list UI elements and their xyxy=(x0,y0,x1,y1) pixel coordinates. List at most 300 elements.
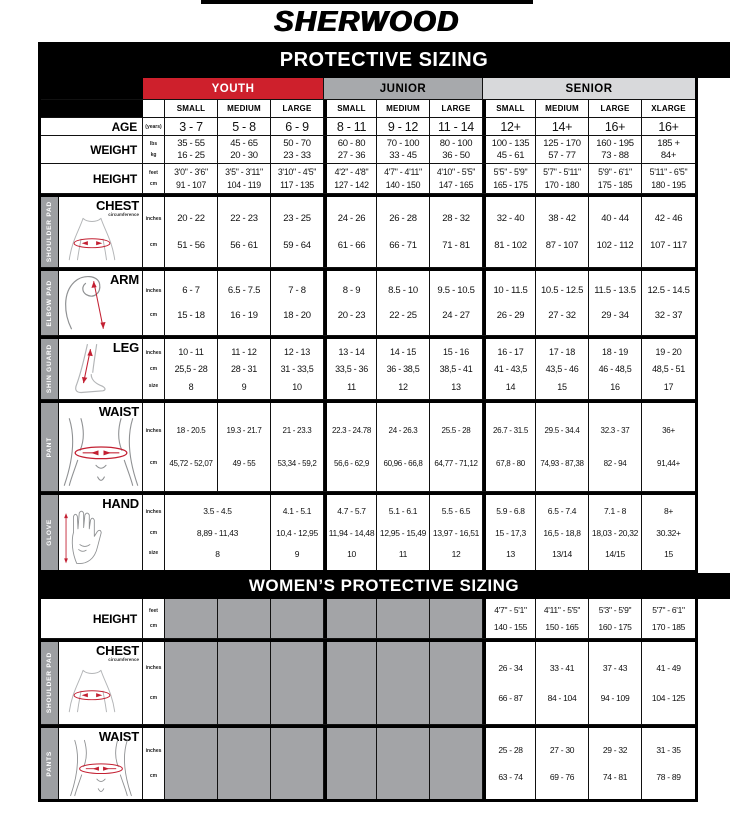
cell-value: 6.5 - 7.5 xyxy=(227,285,261,296)
cell-value: 11.5 - 13.5 xyxy=(594,285,636,296)
chest-value-cell xyxy=(218,197,271,267)
cell-value: 8 - 11 xyxy=(336,119,367,134)
cell-value: 12 xyxy=(451,548,461,559)
row-hand xyxy=(41,492,695,570)
womens-filler-cell xyxy=(271,599,324,638)
size-header-label: SMALL xyxy=(496,104,525,113)
womens-row-height xyxy=(41,599,695,639)
section-bar-label: SHOULDER PAD xyxy=(46,652,53,714)
cell-value: 160 - 195 xyxy=(596,137,634,149)
height-value-cell xyxy=(430,164,483,193)
cell-value: 60 - 80 xyxy=(337,137,366,149)
row-label-arm xyxy=(59,271,143,335)
size-header-7 xyxy=(483,100,536,117)
cell-value: 10 xyxy=(292,381,302,392)
unit-label: size xyxy=(148,549,159,556)
cell-value: 10.5 - 12.5 xyxy=(540,285,584,296)
cell-value: 5'7" - 5'11" xyxy=(543,167,581,177)
group-header-row xyxy=(41,78,695,100)
womens-row-label-waist xyxy=(59,728,143,799)
leg-value-cell xyxy=(536,339,589,399)
size-header-8 xyxy=(536,100,589,117)
cell-value: 5'5" - 5'9" xyxy=(493,167,528,177)
cell-value: 18,03 - 20,32 xyxy=(591,527,639,538)
cell-value: 22 - 23 xyxy=(230,213,258,224)
unit-label: inches xyxy=(145,428,162,435)
cell-value: 16,5 - 18,8 xyxy=(543,527,581,538)
cell-value: 107 - 117 xyxy=(650,240,687,251)
age-value-cell xyxy=(589,118,642,135)
height-value-cell xyxy=(271,164,324,193)
cell-value: 57 - 77 xyxy=(548,150,576,162)
group-header-senior xyxy=(483,78,695,99)
cell-value: 20 - 30 xyxy=(230,150,258,162)
section-bar-glove xyxy=(41,495,59,570)
womens-filler-cell xyxy=(271,728,324,799)
section-bar-label: PANTS xyxy=(46,750,53,777)
units-cell xyxy=(143,339,165,399)
cell-value: 170 - 180 xyxy=(544,180,580,190)
cell-value: 49 - 55 xyxy=(232,458,256,468)
size-header-label: MEDIUM xyxy=(227,104,261,113)
womens-filler-cell xyxy=(218,642,271,724)
cell-value: 5 - 8 xyxy=(232,119,256,134)
empty-header-cell xyxy=(143,100,165,117)
row-age xyxy=(41,118,695,136)
arm-value-cell xyxy=(430,271,483,335)
unit-label: lbs xyxy=(149,141,158,147)
cell-value: 84+ xyxy=(660,150,677,162)
cell-value: 14 - 15 xyxy=(390,346,416,357)
units-cell xyxy=(143,118,165,135)
waist-value-cell xyxy=(218,403,271,491)
unit-label: inches xyxy=(145,747,162,754)
cell-value: 8+ xyxy=(663,506,674,517)
cell-value: 11 - 12 xyxy=(231,346,257,357)
chest-value-cell xyxy=(377,197,430,267)
cell-value: 170 - 185 xyxy=(651,621,686,632)
cell-value: 10 - 11 xyxy=(178,346,204,357)
leg-value-cell xyxy=(642,339,695,399)
cell-value: 125 - 170 xyxy=(543,137,581,149)
row-arm xyxy=(41,268,695,336)
cell-value: 32 - 40 xyxy=(496,213,525,224)
row-label-text: HAND xyxy=(102,496,139,511)
cell-value: 4'2" - 4'8" xyxy=(334,167,369,177)
cell-value: 91 - 107 xyxy=(176,180,206,190)
height-value-cell xyxy=(218,164,271,193)
row-label-waist xyxy=(59,403,143,491)
arm-value-cell xyxy=(165,271,218,335)
size-header-10 xyxy=(642,100,695,117)
arm-value-cell xyxy=(377,271,430,335)
chest-value-cell xyxy=(271,197,324,267)
units-cell xyxy=(143,136,165,163)
cell-value: 73 - 88 xyxy=(601,150,629,162)
cell-value: 13 xyxy=(451,381,461,392)
section-bar-shoulder-pad xyxy=(41,642,59,724)
units-cell xyxy=(143,271,165,335)
cell-value: 15 xyxy=(557,381,567,392)
cell-value: 8 xyxy=(215,548,220,559)
cell-value: 8.5 - 10 xyxy=(388,285,418,296)
cell-value: 94 - 109 xyxy=(600,693,630,704)
section-bar-shoulder-pad xyxy=(41,197,59,267)
size-header-9 xyxy=(589,100,642,117)
cell-value: 33 - 45 xyxy=(389,150,417,162)
age-value-cell xyxy=(536,118,589,135)
cell-value: 74,93 - 87,38 xyxy=(540,458,584,468)
size-header-3 xyxy=(271,100,324,117)
cell-value: 35 - 55 xyxy=(177,137,205,149)
cell-value: 64,77 - 71,12 xyxy=(434,458,478,468)
row-label-text: AGE xyxy=(111,119,137,134)
womens-height-value-cell xyxy=(483,599,536,638)
cell-value: 71 - 81 xyxy=(442,240,470,251)
cell-value: 104 - 119 xyxy=(227,180,261,190)
weight-value-cell xyxy=(642,136,695,163)
row-label-leg xyxy=(59,339,143,399)
cell-value: 15 - 18 xyxy=(177,310,205,321)
cell-value: 24 - 27 xyxy=(442,310,470,321)
cell-value: 27 - 30 xyxy=(549,745,575,755)
brand-logo: SHERWOOD xyxy=(274,6,460,38)
row-label-text: WAIST xyxy=(98,729,139,744)
womens-chest-value-cell xyxy=(536,642,589,724)
waist-value-cell xyxy=(271,403,324,491)
cell-value: 36 - 50 xyxy=(442,150,470,162)
unit-label: inches xyxy=(145,349,162,356)
cell-value: 12,95 - 15,49 xyxy=(379,527,427,538)
hand-value-cell xyxy=(536,495,589,570)
womens-row-label-height xyxy=(41,599,143,638)
cell-value: 3 - 7 xyxy=(179,119,203,134)
cell-value: 16 - 19 xyxy=(230,310,258,321)
cell-value: 33 - 41 xyxy=(549,662,575,673)
cell-value: 20 - 22 xyxy=(177,213,205,224)
cell-value: 61 - 66 xyxy=(337,240,366,251)
cell-value: 10,4 - 12,95 xyxy=(276,527,318,538)
size-header-1 xyxy=(165,100,218,117)
unit-label: cm xyxy=(149,241,158,248)
cell-value: 56,6 - 62,9 xyxy=(334,458,369,468)
cell-value: 13/14 xyxy=(552,548,572,559)
size-header-label: MEDIUM xyxy=(386,104,420,113)
unit-label: cm xyxy=(149,694,158,701)
cell-value: 22.3 - 24.78 xyxy=(331,426,372,436)
row-label-chest xyxy=(59,197,143,267)
unit-label: cm xyxy=(149,366,158,372)
cell-value: 37 - 43 xyxy=(602,662,628,673)
womens-row-waist xyxy=(41,725,695,799)
row-label-age xyxy=(41,118,143,135)
cell-value: 6.5 - 7.4 xyxy=(547,506,577,517)
waist-value-cell xyxy=(483,403,536,491)
row-label-hand xyxy=(59,495,143,570)
hand-value-cell xyxy=(377,495,430,570)
height-value-cell xyxy=(589,164,642,193)
cell-value: 3.5 - 4.5 xyxy=(203,506,232,517)
units-cell xyxy=(143,403,165,491)
header-left-filler xyxy=(41,78,143,99)
cell-value: 3'0" - 3'6" xyxy=(174,167,208,177)
cell-value: 165 - 175 xyxy=(493,180,528,190)
cell-value: 8 xyxy=(188,381,194,392)
womens-filler-cell xyxy=(165,599,218,638)
arm-value-cell xyxy=(536,271,589,335)
row-label-weight xyxy=(41,136,143,163)
cell-value: 102 - 112 xyxy=(596,240,634,251)
cell-value: 29.5 - 34.4 xyxy=(544,426,580,436)
cell-value: 41 - 43,5 xyxy=(494,364,527,374)
arm-value-cell xyxy=(483,271,536,335)
cell-value: 5.5 - 6.5 xyxy=(441,506,471,517)
unit-label: cm xyxy=(149,311,158,318)
cell-value: 66 - 71 xyxy=(389,240,417,251)
cell-value: 11 xyxy=(398,548,408,559)
cell-value: 17 xyxy=(663,381,674,392)
cell-value: 9.5 - 10.5 xyxy=(437,285,475,296)
cell-value: 16+ xyxy=(604,119,626,134)
cell-value: 36 - 38,5 xyxy=(386,364,420,374)
waist-value-cell xyxy=(165,403,218,491)
cell-value: 36+ xyxy=(662,426,675,436)
cell-value: 33,5 - 36 xyxy=(335,364,368,374)
size-header-label: LARGE xyxy=(441,104,471,113)
womens-waist-value-cell xyxy=(642,728,695,799)
size-header-row xyxy=(41,100,695,118)
section-bar-pant xyxy=(41,403,59,491)
cell-value: 63 - 74 xyxy=(498,772,523,782)
cell-value: 66 - 87 xyxy=(498,693,523,704)
size-header-4 xyxy=(324,100,377,117)
cell-value: 26 - 34 xyxy=(498,662,523,673)
leg-value-cell xyxy=(165,339,218,399)
cell-value: 91,44+ xyxy=(657,458,680,468)
group-header-label: JUNIOR xyxy=(379,82,427,95)
hand-value-cell xyxy=(324,495,377,570)
weight-value-cell xyxy=(483,136,536,163)
cell-value: 5'3" - 5'9" xyxy=(598,605,632,616)
cell-value: 45 - 65 xyxy=(230,137,258,149)
main-sizing-table xyxy=(38,78,698,573)
cell-value: 3'10" - 4'5" xyxy=(277,167,317,177)
cell-value: 32.3 - 37 xyxy=(600,426,630,436)
cell-value: 69 - 76 xyxy=(549,772,575,782)
cell-value: 17 - 18 xyxy=(549,346,575,357)
hand-value-cell xyxy=(642,495,695,570)
cell-value: 180 - 195 xyxy=(651,180,686,190)
cell-value: 12.5 - 14.5 xyxy=(647,285,690,296)
arm-value-cell xyxy=(271,271,324,335)
group-header-label: YOUTH xyxy=(211,82,255,95)
unit-label: inches xyxy=(145,509,162,516)
cell-value: 82 - 94 xyxy=(603,458,627,468)
chest-value-cell xyxy=(642,197,695,267)
cell-value: 29 - 32 xyxy=(602,745,628,755)
cell-value: 9 - 12 xyxy=(387,119,419,134)
chest-value-cell xyxy=(324,197,377,267)
cell-value: 14 xyxy=(505,381,516,392)
age-value-cell xyxy=(430,118,483,135)
row-sublabel-text: circumference xyxy=(108,657,139,662)
cell-value: 6 - 7 xyxy=(182,285,200,296)
size-header-label: XLARGE xyxy=(651,104,686,113)
age-value-cell xyxy=(642,118,695,135)
age-value-cell xyxy=(271,118,324,135)
womens-filler-cell xyxy=(377,728,430,799)
unit-label: cm xyxy=(149,529,158,536)
cell-value: 11,94 - 14,48 xyxy=(328,527,375,538)
waist-value-cell xyxy=(430,403,483,491)
cell-value: 160 - 175 xyxy=(598,621,632,632)
cell-value: 84 - 104 xyxy=(547,693,577,704)
cell-value: 46 - 48,5 xyxy=(598,364,632,374)
leg-value-cell xyxy=(377,339,430,399)
cell-value: 3'5" - 3'11" xyxy=(225,167,263,177)
height-value-cell xyxy=(165,164,218,193)
cell-value: 51 - 56 xyxy=(177,240,205,251)
section-bar-label: ELBOW PAD xyxy=(46,279,53,327)
group-header-youth xyxy=(143,78,324,99)
cell-value: 13 - 14 xyxy=(338,346,365,357)
chest-value-cell xyxy=(165,197,218,267)
cell-value: 19.3 - 21.7 xyxy=(226,426,262,436)
cell-value: 31 - 35 xyxy=(656,745,681,755)
womens-waist-value-cell xyxy=(589,728,642,799)
waist-value-cell xyxy=(589,403,642,491)
arm-value-cell xyxy=(324,271,377,335)
section-bar-pants xyxy=(41,728,59,799)
height-value-cell xyxy=(324,164,377,193)
cell-value: 140 - 150 xyxy=(385,180,421,190)
cell-value: 5.9 - 6.8 xyxy=(496,506,525,517)
weight-value-cell xyxy=(271,136,324,163)
cell-value: 24 - 26.3 xyxy=(388,426,418,436)
section-bar-label: SHOULDER PAD xyxy=(46,201,53,263)
chest-value-cell xyxy=(483,197,536,267)
cell-value: 4'7" - 5'1" xyxy=(494,605,527,616)
age-value-cell xyxy=(165,118,218,135)
row-label-text: WEIGHT xyxy=(90,142,137,157)
cell-value: 8 - 9 xyxy=(342,285,361,296)
cell-value: 16 - 25 xyxy=(177,150,205,162)
chart-container xyxy=(38,42,730,802)
weight-value-cell xyxy=(536,136,589,163)
cell-value: 127 - 142 xyxy=(334,180,369,190)
weight-value-cell xyxy=(377,136,430,163)
size-header-label: SMALL xyxy=(176,104,206,113)
row-weight xyxy=(41,136,695,164)
cell-value: 25.5 - 28 xyxy=(441,426,471,436)
womens-filler-cell xyxy=(377,599,430,638)
unit-label: feet xyxy=(149,608,158,614)
units-cell xyxy=(143,642,165,724)
womens-height-value-cell xyxy=(589,599,642,638)
cell-value: 45,72 - 52,07 xyxy=(169,458,213,468)
cell-value: 29 - 34 xyxy=(601,310,629,321)
section-bar-shin-guard xyxy=(41,339,59,399)
cell-value: 15 - 16 xyxy=(443,346,469,357)
cell-value: 13 xyxy=(506,548,515,559)
arm-value-cell xyxy=(218,271,271,335)
unit-label: feet xyxy=(149,169,158,176)
units-cell xyxy=(143,197,165,267)
womens-sizing-table xyxy=(38,599,698,802)
chest-value-cell xyxy=(589,197,642,267)
size-header-2 xyxy=(218,100,271,117)
cell-value: 5'9" - 6'1" xyxy=(598,167,632,177)
leg-value-cell xyxy=(218,339,271,399)
cell-value: 15 - 17,3 xyxy=(495,527,526,538)
cell-value: 50 - 70 xyxy=(283,137,311,149)
cell-value: 40 - 44 xyxy=(601,213,629,224)
cell-value: 9 xyxy=(294,548,300,559)
cell-value: 27 - 36 xyxy=(337,150,366,162)
row-chest xyxy=(41,194,695,268)
hand-value-cell xyxy=(483,495,536,570)
hand-value-cell xyxy=(589,495,642,570)
section-bar-label: GLOVE xyxy=(46,519,53,546)
units-cell xyxy=(143,164,165,193)
age-value-cell xyxy=(324,118,377,135)
row-sublabel-text: circumference xyxy=(108,212,139,217)
weight-value-cell xyxy=(430,136,483,163)
size-header-5 xyxy=(377,100,430,117)
height-value-cell xyxy=(642,164,695,193)
unit-label: cm xyxy=(149,623,158,629)
unit-label: kg xyxy=(150,152,157,158)
cell-value: 100 - 135 xyxy=(491,137,530,149)
cell-value: 23 - 25 xyxy=(283,213,311,224)
main-banner: PROTECTIVE SIZING xyxy=(38,42,730,78)
row-label-text: HEIGHT xyxy=(92,611,137,626)
leg-value-cell xyxy=(483,339,536,399)
womens-filler-cell xyxy=(324,642,377,724)
cell-value: 81 - 102 xyxy=(494,240,527,251)
weight-value-cell xyxy=(589,136,642,163)
unit-label: size xyxy=(148,382,159,389)
womens-row-chest xyxy=(41,639,695,725)
cell-value: 24 - 26 xyxy=(337,213,366,224)
cell-value: 7.1 - 8 xyxy=(604,506,626,517)
cell-value: 14+ xyxy=(551,119,573,134)
group-header-label: SENIOR xyxy=(565,82,613,95)
row-label-height xyxy=(41,164,143,193)
womens-row-label-chest xyxy=(59,642,143,724)
section-bar-label: PANT xyxy=(46,436,53,458)
cell-value: 10 - 11.5 xyxy=(493,285,528,296)
cell-value: 32 - 37 xyxy=(654,310,683,321)
cell-value: 14/15 xyxy=(605,548,625,559)
unit-label: cm xyxy=(149,773,158,780)
weight-value-cell xyxy=(324,136,377,163)
size-header-label: MEDIUM xyxy=(545,104,579,113)
waist-value-cell xyxy=(642,403,695,491)
cell-value: 22 - 25 xyxy=(389,310,417,321)
leg-value-cell xyxy=(324,339,377,399)
cell-value: 28 - 31 xyxy=(231,364,257,374)
row-label-text: ARM xyxy=(109,272,139,287)
row-label-text: CHEST circumference xyxy=(95,643,139,662)
section-bar-elbow-pad xyxy=(41,271,59,335)
waist-value-cell xyxy=(377,403,430,491)
cell-value: 41 - 49 xyxy=(656,662,681,673)
cell-value: 30.32+ xyxy=(656,527,681,538)
womens-height-value-cell xyxy=(642,599,695,638)
header-left-filler xyxy=(41,100,143,117)
units-cell xyxy=(143,599,165,638)
